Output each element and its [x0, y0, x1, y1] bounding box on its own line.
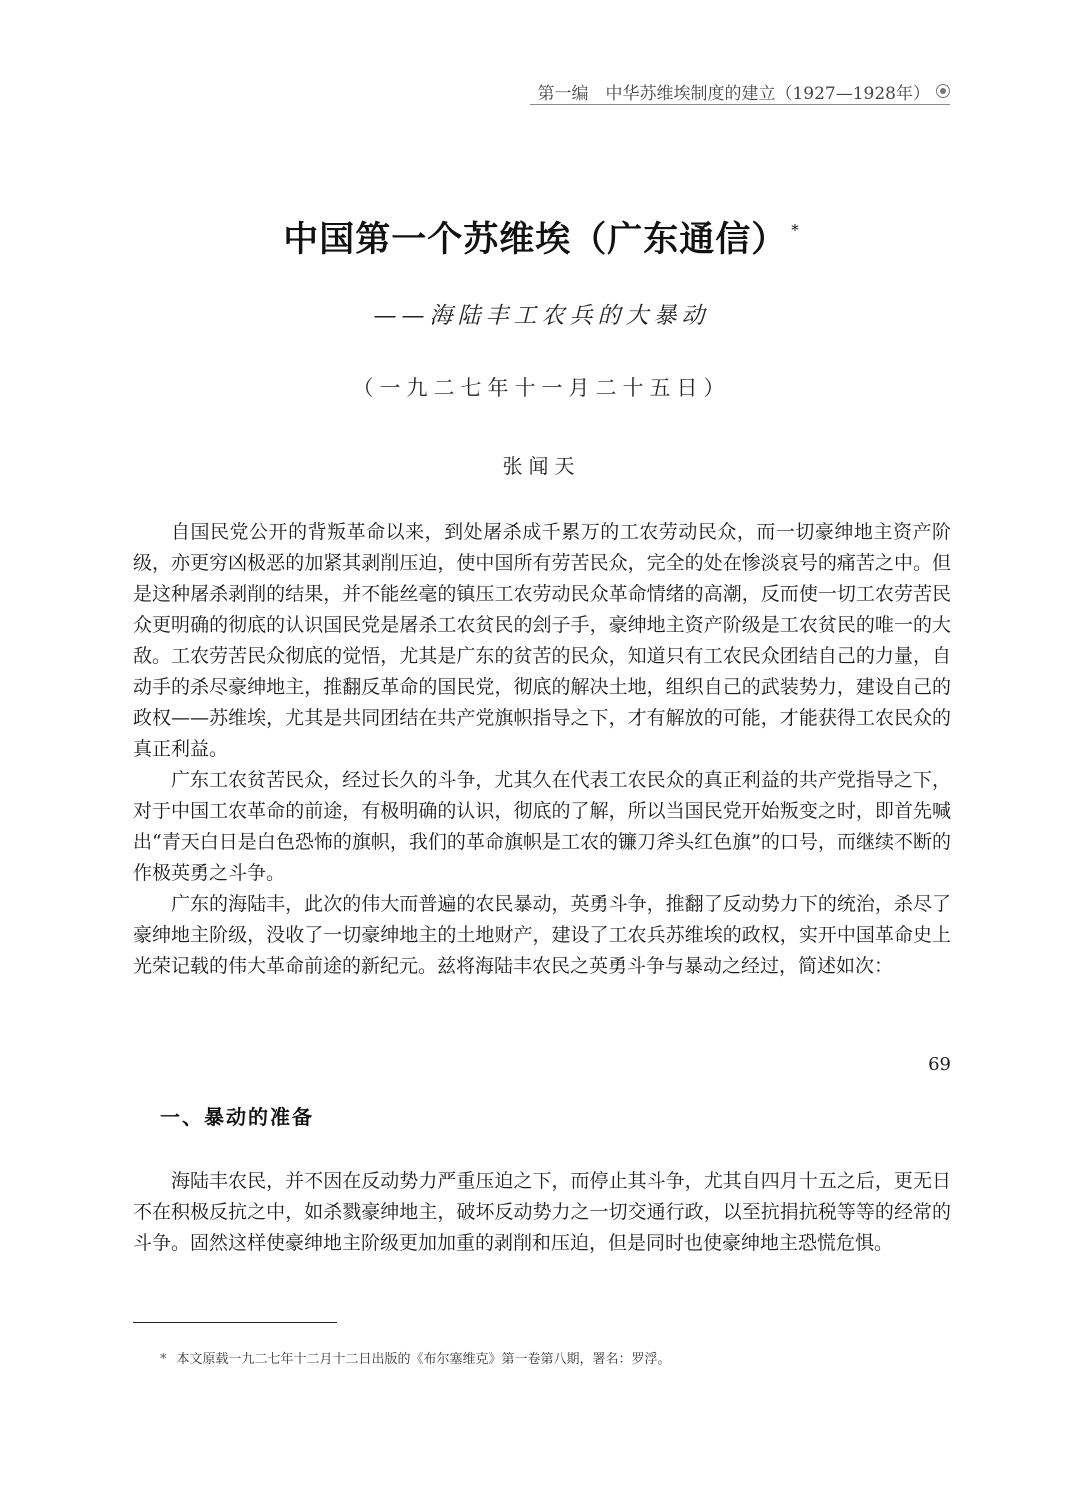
article-subtitle: ——海陆丰工农兵的大暴动: [373, 303, 710, 329]
article-date: （一九二七年十一月二十五日）: [352, 376, 731, 400]
section-body: [133, 1166, 951, 1259]
article-title-text: 中国第一个苏维埃（广东通信）: [283, 219, 788, 260]
footnote-mark: *: [160, 1352, 167, 1367]
body-paragraph: 海陆丰农民，并不因在反动势力严重压迫之下，而停止其斗争，尤其自四月十五之后，更无日不在积极反抗之中，如杀戮豪绅地主，破坏反动势力之一切交通行政，以至抗捐抗税等等的经常的斗争。固然这样使豪绅地主阶级更加加重的剥削和压迫，但是同时也使豪绅地主恐慌危惧。: [133, 1170, 951, 1254]
section-heading: 一、暴动的准备: [160, 1105, 314, 1129]
article-body: [133, 517, 951, 982]
circle-dot-icon: [936, 84, 950, 98]
running-head: [530, 78, 950, 105]
page-number: 69: [928, 1054, 951, 1075]
footnote: [160, 1348, 950, 1367]
body-paragraph: 自国民党公开的背叛革命以来，到处屠杀成千累万的工农劳动民众，而一切豪绅地主资产阶级，亦更穷凶极恶的加紧其剥削压迫，使中国所有劳苦民众，完全的处在惨淡哀号的痛苦之中。但是这种屠杀剥削的结果，并不能丝毫的镇压工农劳动民众革命情绪的高潮，反而使一切工农劳苦民众更明确的彻底的认识国民党是屠杀工农贫民的刽子手，豪绅地主资产阶级是工农贫民的唯一的大敌。工农劳苦民众彻底的觉悟，尤其是广东的贫苦的民众，知道只有工农民众团结自己的力量，自动手的杀尽豪绅地主，推翻反革命的国民党，彻底的解决土地，组织自己的武装势力，建设自己的政权——苏维埃，尤其是共同团结在共产党旗帜指导之下，才有解放的可能，才能获得工农民众的真正利益。: [133, 521, 951, 760]
body-paragraph: 广东工农贫苦民众，经过长久的斗争，尤其久在代表工农民众的真正利益的共产党指导之下，对于中国工农革命的前途，有极明确的认识，彻底的了解，所以当国民党开始叛变之时，即首先喊出“青天白日是白色恐怖的旗帜，我们的革命旗帜是工农的镰刀斧头红色旗”的口号，而继续不断的作极英勇之斗争。: [133, 769, 951, 884]
article-author: 张闻天: [502, 454, 581, 478]
footnote-divider: [133, 1322, 337, 1323]
running-head-text: 第一编 中华苏维埃制度的建立（1927—1928年）: [537, 83, 930, 104]
body-paragraph: 广东的海陆丰，此次的伟大而普遍的农民暴动，英勇斗争，推翻了反动势力下的统治，杀尽了豪绅地主阶级，没收了一切豪绅地主的土地财产，建设了工农兵苏维埃的政权，实开中国革命史上光荣记载的伟大革命前途的新纪元。兹将海陆丰农民之英勇斗争与暴动之经过，简述如次：: [133, 893, 951, 977]
article-title: [0, 212, 1083, 262]
title-note-mark: *: [791, 221, 800, 239]
footnote-text: 本文原载一九二七年十二月十二日出版的《布尔塞维克》第一卷第八期，署名：罗浮。: [176, 1352, 671, 1367]
